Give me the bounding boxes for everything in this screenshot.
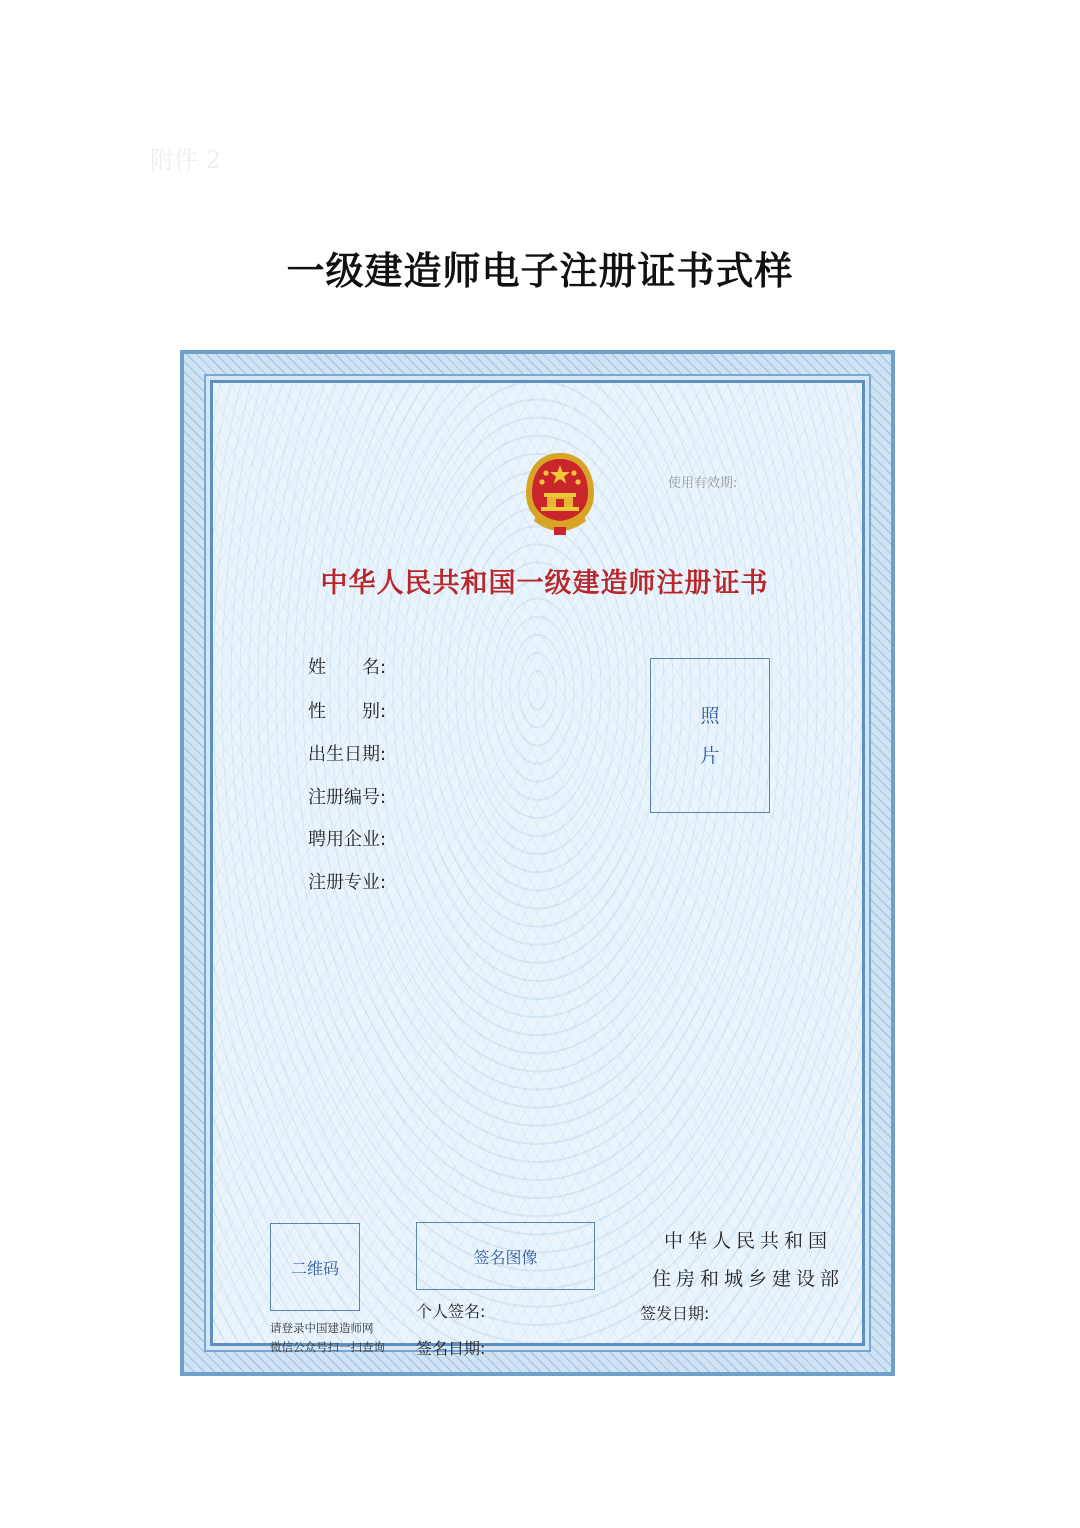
certificate — [180, 350, 895, 1376]
page-title: 一级建造师电子注册证书式样 — [286, 248, 794, 293]
photo-placeholder — [650, 658, 770, 813]
validity-label: 使用有效期: — [668, 476, 738, 491]
qr-hint — [270, 1319, 385, 1357]
field-specialty-label: 注册专业: — [308, 872, 387, 893]
national-emblem-icon — [524, 449, 596, 541]
signature-image-placeholder — [416, 1222, 595, 1290]
field-employer-label: 聘用企业: — [308, 829, 387, 850]
field-gender-label: 性 别: — [308, 701, 387, 722]
issue-date-label: 签发日期: — [640, 1304, 710, 1323]
issuer-line: 中华人民共和国 — [663, 1230, 832, 1252]
signature-image-label: 签名图像 — [473, 1247, 538, 1267]
qr-hint-line: 微信公众号扫一扫查询 — [270, 1340, 385, 1354]
field-registration-number-label: 注册编号: — [308, 787, 387, 808]
qr-code-placeholder — [270, 1223, 360, 1311]
issuer-line: 住房和城乡建设部 — [651, 1268, 844, 1290]
qr-hint-line: 请登录中国建造师网 — [270, 1321, 374, 1335]
field-name-label: 姓 名: — [308, 657, 387, 678]
photo-label: 照片 — [700, 704, 720, 767]
certificate-inner-frame — [210, 380, 865, 1358]
signature-date-label: 签名日期: — [416, 1339, 486, 1358]
annex-label: 附件 2 — [150, 146, 221, 174]
certificate-title: 中华人民共和国一级建造师注册证书 — [320, 568, 769, 599]
qr-code-label: 二维码 — [290, 1258, 339, 1278]
field-birth-date-label: 出生日期: — [308, 744, 387, 765]
personal-signature-label: 个人签名: — [416, 1302, 486, 1321]
